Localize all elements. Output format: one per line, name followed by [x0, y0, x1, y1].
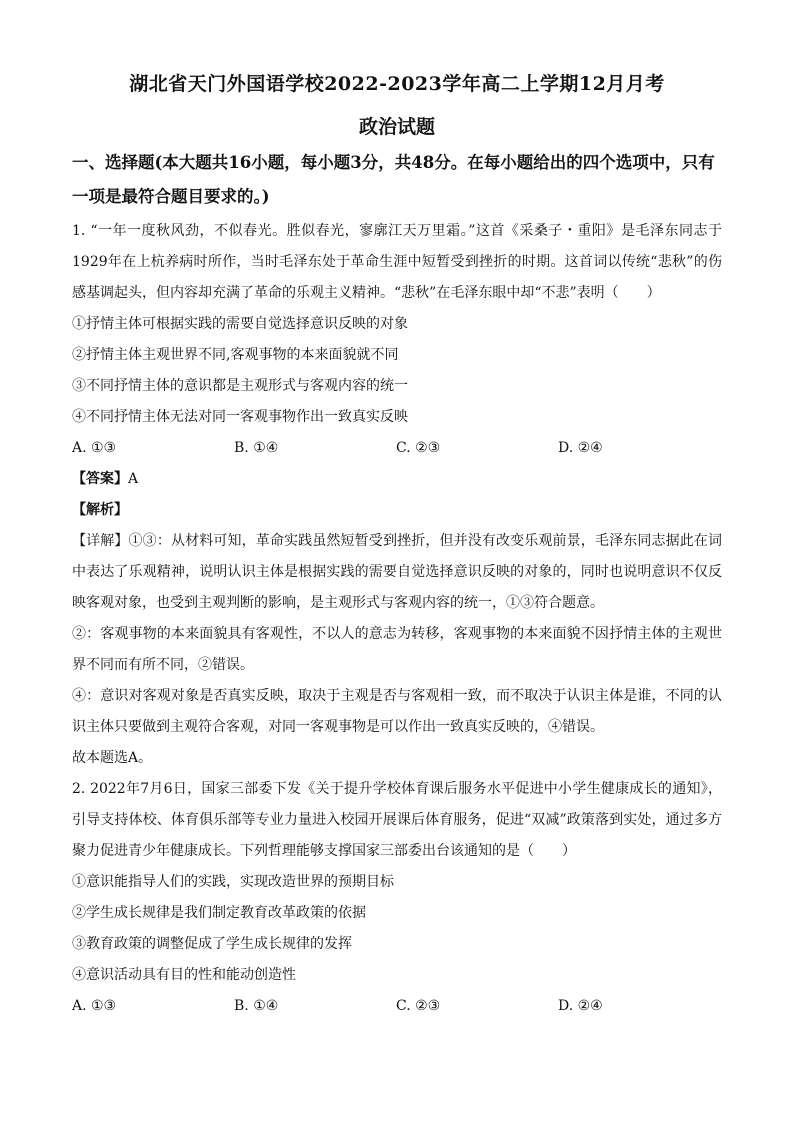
page-subtitle: 政治试题: [358, 116, 435, 138]
question-2-options: [72, 991, 722, 1022]
section-heading-line-2: 一项是最符合题目要求的。): [72, 187, 270, 206]
question-2-item-3: ③教育政策的调整促成了学生成长规律的发挥: [72, 936, 352, 952]
question-2-option-c: C. ②③: [396, 998, 441, 1014]
question-2-option-a: A. ①③: [72, 998, 117, 1014]
question-1-item-1: ①抒情主体可根据实践的需要自觉选择意识反映的对象: [72, 316, 408, 332]
question-1-item-4: ④不同抒情主体无法对同一客观事物作出一致真实反映: [72, 409, 408, 425]
section-heading-line-1: 一、选择题(本大题共16小题，每小题3分，共48分。在每小题给出的四个选项中，只有: [72, 153, 715, 172]
question-2-item-1: ①意识能指导人们的实践，实现改造世界的预期目标: [72, 874, 394, 890]
conclusion: 故本题选A。: [72, 750, 153, 766]
question-2-option-b: B. ①④: [234, 998, 279, 1014]
question-1-option-b: B. ①④: [234, 440, 279, 456]
detail-paragraph-3: ④：意识对客观对象是否真实反映，取决于主观是否与客观相一致，而不取决于认识主体是谁，不同的认识主体只要做到主观符合客观，对同一客观事物是可以作出一致真实反映的，④错误。: [72, 688, 722, 735]
detail-paragraph-2: ②：客观事物的本来面貌具有客观性，不以人的意志为转移，客观事物的本来面貌不因抒情主体的主观世界不同而有所不同，②错误。: [72, 626, 722, 673]
page-title: 湖北省天门外国语学校2022-2023学年高二上学期12月月考: [129, 73, 665, 95]
question-1-item-3: ③不同抒情主体的意识都是主观形式与客观内容的统一: [72, 378, 408, 394]
question-1-stem: 1. “一年一度秋风劲，不似春光。胜似春光，寥廓江天万里霜。”这首《采桑子・重阳》是毛泽东同志于1929年在上杭养病时所作，当时毛泽东处于革命生涯中短暂受到挫折的时期。这首词以传统“悲秋”的伤感基调起头，但内容却充满了革命的乐观主义精神。“悲秋”在毛泽东眼中却“不悲”表明（ ）: [72, 223, 722, 301]
answer-tag: 【答案】: [72, 471, 128, 487]
question-1-item-2: ②抒情主体主观世界不同,客观事物的本来面貌就不同: [72, 347, 399, 363]
question-1-option-a: A. ①③: [72, 440, 117, 456]
analysis-row: [72, 495, 722, 526]
question-1-option-c: C. ②③: [396, 440, 441, 456]
question-2-item-2: ②学生成长规律是我们制定教育改革政策的依据: [72, 905, 366, 921]
question-1-options: [72, 433, 722, 464]
question-2-option-d: D. ②④: [558, 998, 603, 1014]
question-2-stem: 2. 2022年7月6日，国家三部委下发《关于提升学校体育课后服务水平促进中小学生健康成长的通知》，引导支持体校、体育俱乐部等专业力量进入校园开展课后体育服务，促进“双减”政策落到实处，通过多方聚力促进青少年健康成长。下列哲理能够支撑国家三部委出台该通知的是（ ）: [72, 781, 722, 859]
answer-value: A: [128, 471, 139, 487]
question-1-option-d: D. ②④: [558, 440, 603, 456]
question-2-item-4: ④意识活动具有目的性和能动创造性: [72, 967, 296, 983]
answer-row: [72, 464, 722, 495]
analysis-tag: 【解析】: [72, 502, 128, 518]
detail-text-1: ①③：从材料可知，革命实践虽然短暂受到挫折，但并没有改变乐观前景，毛泽东同志据此在词中表达了乐观精神，说明认识主体是根据实践的需要自觉选择意识反映的对象的，同时也说明意识不仅反映客观对象，也受到主观判断的影响，是主观形式与客观内容的统一，①③符合题意。: [72, 533, 723, 611]
detail-tag: 【详解】: [72, 533, 129, 549]
detail-paragraph-1: [72, 526, 722, 619]
